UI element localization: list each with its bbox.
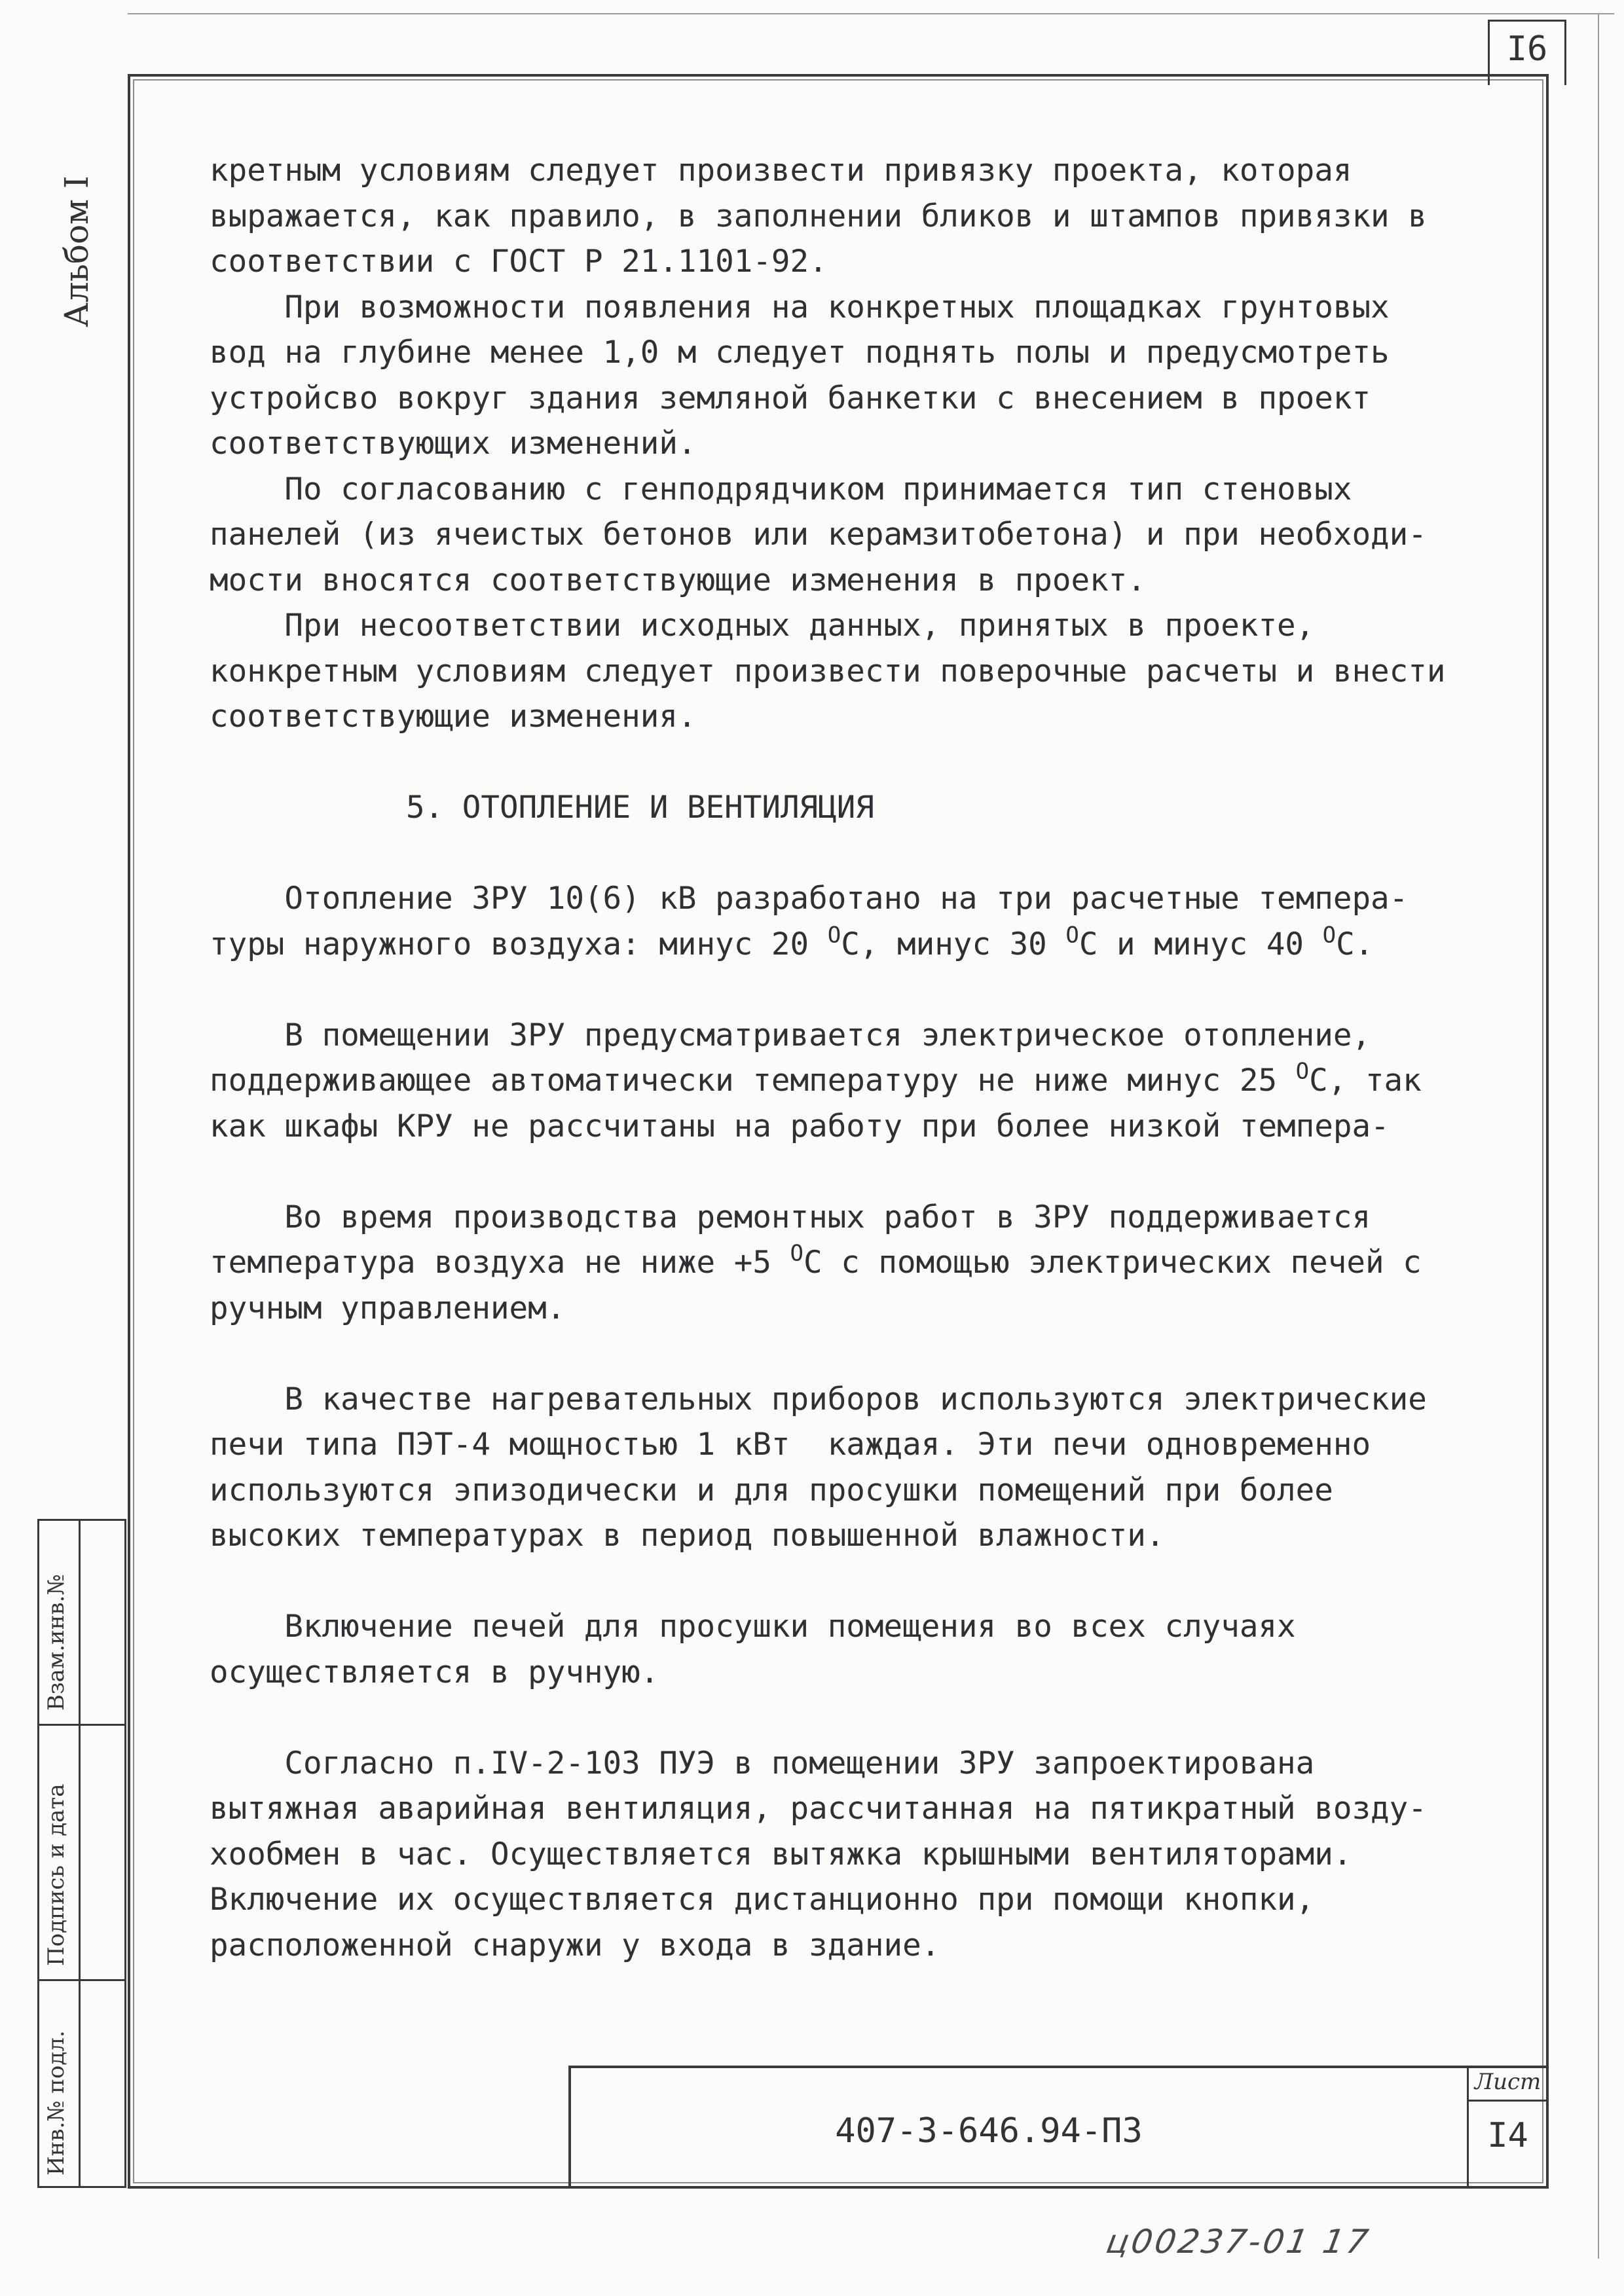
text-line: панелей (из ячеистых бетонов или керамзитобетона) и при необходи- <box>210 517 1427 553</box>
document-code: 407-3-646.94-ПЗ <box>835 2111 1143 2151</box>
text-line: При возможности появления на конкретных площадках грунтовых <box>210 289 1390 325</box>
title-block-divider-horizontal <box>1467 2100 1549 2102</box>
text-line: осуществляется в ручную. <box>210 1654 659 1690</box>
text-line: хообмен в час. Осуществляется вытяжка крышными вентиляторами. <box>210 1836 1352 1872</box>
page-number: I6 <box>1506 29 1548 69</box>
album-label: Альбом I <box>58 175 96 327</box>
text-line: По согласованию с генподрядчиком принимается тип стеновых <box>210 471 1352 507</box>
text-line: печи типа ПЭТ-4 мощностью 1 кВт каждая. Эти печи одновременно <box>210 1427 1371 1463</box>
side-divider-2 <box>39 1979 124 1981</box>
text-line: расположенной снаружи у входа в здание. <box>210 1927 940 1963</box>
text-line: туры наружного воздуха: минус 20 $^О$С, минус 30 $^О$С и минус 40 $^О$С. <box>210 921 1374 962</box>
text-line: высоких температурах в период повышенной влажности. <box>210 1518 1165 1554</box>
text-line: вод на глубине менее 1,0 м следует поднять полы и предусмотреть <box>210 335 1390 371</box>
text-line: Во время производства ремонтных работ в ЗРУ поддерживается <box>210 1199 1371 1235</box>
text-line: устройсво вокруг здания земляной банкетки с внесением в проект <box>210 380 1371 416</box>
vzam-inv-label: Взам.инв.№ <box>43 1574 69 1711</box>
document-body <box>210 148 1526 1968</box>
text-line: Отопление ЗРУ 10(6) кВ разработано на три расчетные темпера- <box>210 881 1409 917</box>
text-line: кретным условиям следует произвести привязку проекта, которая <box>210 153 1352 189</box>
side-stamp-block <box>37 1519 126 2188</box>
text-line: поддерживающее автоматически температуру не ниже минус 25 $^О$С, так <box>210 1058 1422 1099</box>
text-line: соответствующие изменения. <box>210 699 697 735</box>
text-line: используются эпизодически и для просушки помещений при более <box>210 1472 1333 1508</box>
text-line: ручным управлением. <box>210 1290 566 1326</box>
text-line: конкретным условиям следует произвести поверочные расчеты и внести <box>210 653 1446 689</box>
section-heading: 5. ОТОПЛЕНИЕ И ВЕНТИЛЯЦИЯ <box>406 790 874 826</box>
text-line: Включение их осуществляется дистанционно при помощи кнопки, <box>210 1882 1315 1918</box>
podpis-data-label: Подпись и дата <box>43 1783 69 1966</box>
text-line: В помещении ЗРУ предусматривается электрическое отопление, <box>210 1017 1371 1053</box>
text-line: как шкафы КРУ не рассчитаны на работу при более низкой темпера- <box>210 1108 1390 1144</box>
text-line: Согласно п.IV-2-103 ПУЭ в помещении ЗРУ запроектирована <box>210 1745 1315 1781</box>
side-divider-vertical <box>79 1521 81 2186</box>
sheet-number: I4 <box>1487 2116 1528 2155</box>
text-line: В качестве нагревательных приборов используются электрические <box>210 1381 1427 1417</box>
text-line: температура воздуха не ниже +5 $^О$С с помощью электрических печей с <box>210 1240 1422 1281</box>
text-line: соответствии с ГОСТ Р 21.1101-92. <box>210 244 828 280</box>
side-divider-1 <box>39 1724 124 1726</box>
text-line: вытяжная аварийная вентиляция, рассчитанная на пятикратный возду- <box>210 1791 1427 1827</box>
text-line: При несоответствии исходных данных, принятых в проекте, <box>210 608 1315 644</box>
text-line: Включение печей для просушки помещения во всех случаях <box>210 1609 1296 1645</box>
inv-podl-label: Инв.№ подл. <box>43 2030 69 2176</box>
text-line: соответствующих изменений. <box>210 426 697 462</box>
text-line: мости вносятся соответствующие изменения в проект. <box>210 562 1146 598</box>
handwritten-inventory-number: ц00237-01 17 <box>1103 2223 1374 2261</box>
sheet-label: Лист <box>1474 2069 1541 2095</box>
right-edge-line <box>1598 13 1599 2259</box>
text-line: выражается, как правило, в заполнении бликов и штампов привязки в <box>210 198 1427 234</box>
top-edge-line <box>128 13 1614 14</box>
